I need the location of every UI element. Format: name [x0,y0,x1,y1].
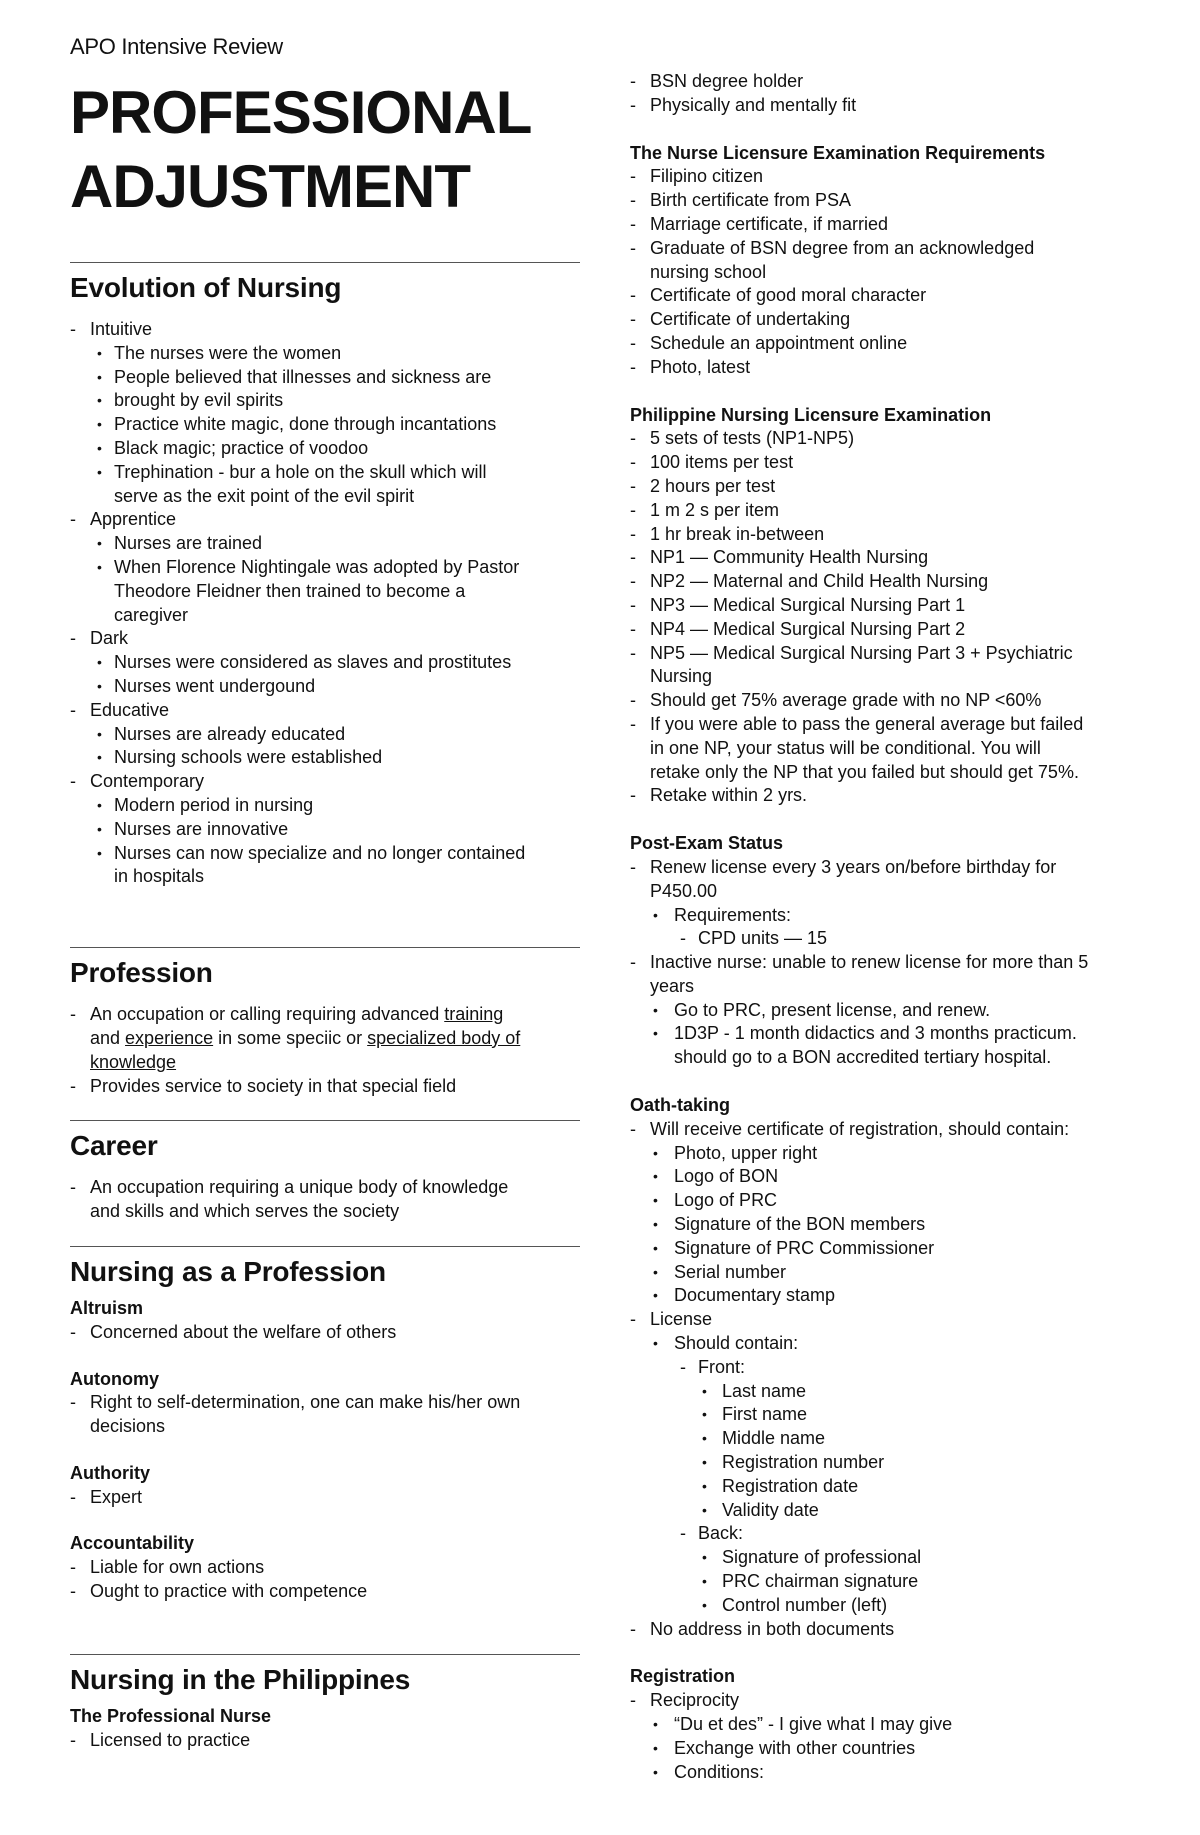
list-item-continuation [70,1027,580,1051]
list-item: • Signature of PRC Commissioner [630,1237,1150,1261]
list-item: - Expert [70,1486,580,1510]
list-item: • PRC chairman signature [630,1570,1150,1594]
doc-title [70,76,580,224]
subheading: The Nurse Licensure Examination Requirements [630,142,1046,163]
subheading: The Professional Nurse [70,1705,272,1726]
list-item: - BSN degree holder [630,70,1150,94]
list-item: • Nursing schools were established [70,746,580,770]
list-item: • 1D3P - 1 month didactics and 3 months practicum. [630,1022,1150,1046]
list-item-continuation: • brought by evil spirits [70,389,580,413]
list-item: • “Du et des” - I give what I may give [630,1713,1150,1737]
list-item: - CPD units — 15 [630,927,1150,951]
section-title: Nursing as a Profession [70,1255,386,1287]
list-item-continuation: decisions [90,1416,166,1437]
list-item-continuation: P450.00 [650,880,718,901]
subheading: Autonomy [70,1368,159,1389]
list-item: • Should contain: [630,1332,1150,1356]
list-item: - Certificate of good moral character [630,284,1150,308]
list-item: - NP4 — Medical Surgical Nursing Part 2 [630,618,1150,642]
list-item-continuation: nursing school [650,261,767,282]
list-item: • Nurses are innovative [70,818,580,842]
underlined-term: specialized body of [367,1027,521,1048]
list-item: - 1 m 2 s per item [630,499,1150,523]
list-item: • Practice white magic, done through incantations [70,413,580,437]
section-divider [70,1246,580,1247]
list-item: - Educative [70,699,580,723]
list-item: - NP5 — Medical Surgical Nursing Part 3 + Psychiatric [630,642,1150,666]
list-item-continuation: Nursing [650,666,713,687]
list-item: - NP2 — Maternal and Child Health Nursing [630,570,1150,594]
section-divider [70,262,580,263]
list-item-continuation: years [650,975,695,996]
list-item: • Nurses went undergound [70,675,580,699]
list-item: - Physically and mentally fit [630,94,1150,118]
list-item: - Retake within 2 yrs. [630,784,1150,808]
list-item: - An occupation requiring a unique body of knowledge [70,1176,580,1200]
section-divider [70,947,580,948]
list-item: - Marriage certificate, if married [630,213,1150,237]
list-item: • Conditions: [630,1761,1150,1785]
list-item: • Photo, upper right [630,1142,1150,1166]
list-item: - Should get 75% average grade with no NP <60% [630,689,1150,713]
list-item: • Nurses are already educated [70,723,580,747]
list-item: - Back: [630,1522,1150,1546]
subheading: Altruism [70,1297,144,1318]
list-item: - If you were able to pass the general average but failed [630,713,1150,737]
list-item: - Will receive certificate of registration, should contain: [630,1118,1150,1142]
list-item: - Concerned about the welfare of others [70,1321,580,1345]
list-item: • Go to PRC, present license, and renew. [630,999,1150,1023]
list-item-continuation: should go to a BON accredited tertiary hospital. [674,1047,1052,1068]
list-item [70,1003,580,1027]
section-career [70,1120,580,1224]
list-item-continuation: and skills and which serves the society [90,1201,400,1222]
text: in some speciic or [213,1027,368,1048]
text: and [90,1027,126,1048]
list-item: - Schedule an appointment online [630,332,1150,356]
list-item: - Licensed to practice [70,1729,580,1753]
list-item: • Registration number [630,1451,1150,1475]
section-title: Nursing in the Philippines [70,1663,411,1695]
list-item: • Serial number [630,1261,1150,1285]
list-item: • Nurses are trained [70,532,580,556]
list-item: - Graduate of BSN degree from an acknowledged [630,237,1150,261]
list-item: - No address in both documents [630,1618,1150,1642]
subheading: Accountability [70,1533,195,1554]
list-item: - 5 sets of tests (NP1-NP5) [630,427,1150,451]
list-item: • Nurses were considered as slaves and prostitutes [70,651,580,675]
title-line-1: PROFESSIONAL [70,79,532,146]
list-item: - Apprentice [70,508,580,532]
list-item: - Filipino citizen [630,165,1150,189]
subheading: Philippine Nursing Licensure Examination [630,404,992,425]
list-item: - License [630,1308,1150,1332]
list-item-continuation: Theodore Fleidner then trained to become a [114,580,466,601]
subheading: Registration [630,1666,736,1687]
list-item: • Exchange with other countries [630,1737,1150,1761]
title-line-2: ADJUSTMENT [70,153,471,220]
list-item: • Modern period in nursing [70,794,580,818]
list-item: • Signature of the BON members [630,1213,1150,1237]
underlined-term: training [444,1004,504,1025]
list-item: • The nurses were the women [70,342,580,366]
list-item: • Last name [630,1380,1150,1404]
left-column [70,0,580,1752]
list-item: • Black magic; practice of voodoo [70,437,580,461]
list-item: • People believed that illnesses and sickness are [70,366,580,390]
section-nursing-in-philippines [70,1654,580,1753]
list-item: - Certificate of undertaking [630,308,1150,332]
subheading: Post-Exam Status [630,833,784,854]
list-item: - Contemporary [70,770,580,794]
list-item: • Validity date [630,1499,1150,1523]
list-item: • Documentary stamp [630,1284,1150,1308]
list-item: - Front: [630,1356,1150,1380]
underlined-term: experience [125,1027,214,1048]
list-item: - NP3 — Medical Surgical Nursing Part 1 [630,594,1150,618]
list-item: • When Florence Nightingale was adopted by Pastor [70,556,580,580]
list-item: • Nurses can now specialize and no longer contained [70,842,580,866]
right-column [630,70,1150,1784]
list-item: - 100 items per test [630,451,1150,475]
list-item-continuation: retake only the NP that you failed but should get 75%. [650,761,1079,782]
list-item: - Photo, latest [630,356,1150,380]
list-item: - Liable for own actions [70,1556,580,1580]
list-item: • Trephination - bur a hole on the skull which will [70,461,580,485]
doc-header: APO Intensive Review [70,34,283,59]
list-item: - Inactive nurse: unable to renew license for more than 5 [630,951,1150,975]
section-divider [70,1120,580,1121]
list-item: • Signature of professional [630,1546,1150,1570]
section-nursing-as-profession [70,1246,580,1604]
list-item: • First name [630,1403,1150,1427]
list-item-continuation: in one NP, your status will be conditional. You will [650,737,1041,758]
list-item-continuation: caregiver [114,604,189,625]
list-item: - Renew license every 3 years on/before birthday for [630,856,1150,880]
list-item: - Dark [70,627,580,651]
list-item-continuation: in hospitals [114,866,205,887]
section-title: Career [70,1130,158,1162]
list-item: - NP1 — Community Health Nursing [630,546,1150,570]
list-item: • Middle name [630,1427,1150,1451]
subheading: Oath-taking [630,1095,731,1116]
list-item: • Registration date [630,1475,1150,1499]
list-item: - 2 hours per test [630,475,1150,499]
list-item: • Logo of PRC [630,1189,1150,1213]
list-item-continuation [70,1051,580,1075]
subheading: Authority [70,1462,150,1483]
list-item: - Provides service to society in that special field [70,1075,580,1099]
list-item: - Birth certificate from PSA [630,189,1150,213]
section-title: Evolution of Nursing [70,272,342,303]
list-item: - Ought to practice with competence [70,1580,580,1604]
list-item: - Reciprocity [630,1689,1150,1713]
underlined-term: knowledge [90,1051,177,1072]
list-item: • Control number (left) [630,1594,1150,1618]
section-evolution [70,262,580,889]
list-item: - 1 hr break in-between [630,523,1150,547]
section-divider [70,1654,580,1655]
list-item: • Requirements: [630,904,1150,928]
list-item-continuation: serve as the exit point of the evil spirit [114,485,415,506]
section-profession [70,947,580,1098]
list-item: - Right to self-determination, one can make his/her own [70,1391,580,1415]
text: An occupation or calling requiring advanced [90,1004,445,1025]
list-item: - Intuitive [70,318,580,342]
section-title: Profession [70,957,213,989]
list-item: • Logo of BON [630,1165,1150,1189]
